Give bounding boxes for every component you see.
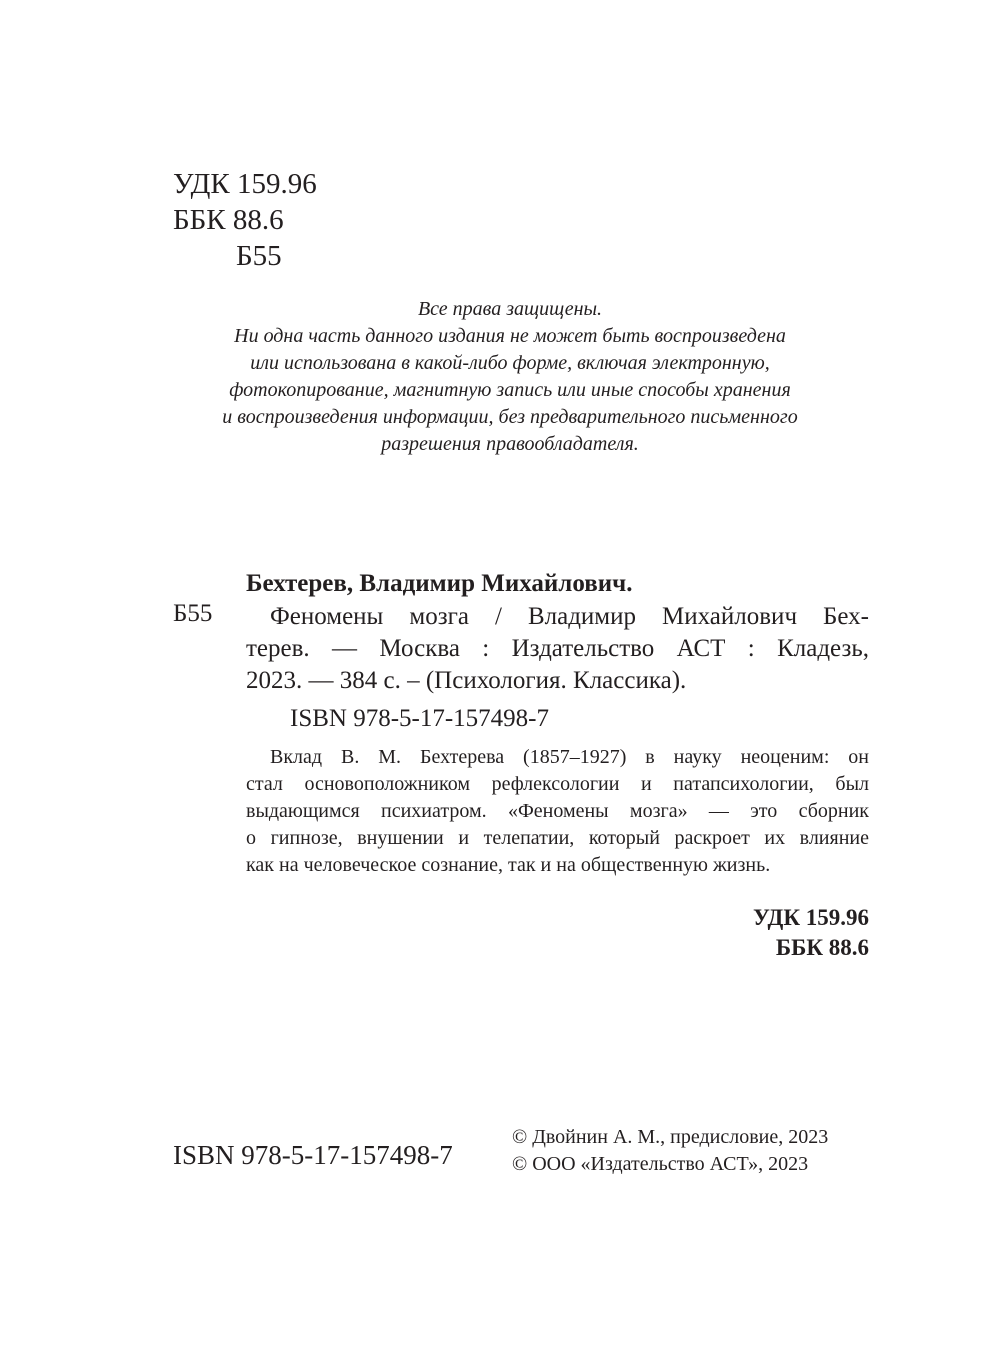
copyright-block: [512, 1124, 828, 1178]
udk-code: УДК 159.96: [173, 168, 317, 200]
classification-block-bottom: [753, 903, 869, 963]
udk-code-bottom: УДК 159.96: [752, 905, 869, 930]
annotation-line: Вклад В. М. Бехтерева (1857–1927) в науку неоценим: он: [270, 746, 869, 768]
bbk-code-bottom: ББК 88.6: [775, 935, 869, 960]
rights-line: разрешения правообладателя.: [381, 433, 639, 455]
rights-line: фотокопирование, магнитную запись или иные способы хранения: [229, 379, 791, 401]
copyright-line: © Двойнин А. М., предисловие, 2023: [512, 1126, 829, 1148]
rights-line: и воспроизведения информации, без предварительного письменного: [222, 406, 798, 428]
biblio-line: Феномены мозга / Владимир Михайлович Бех-: [270, 603, 869, 630]
rights-line: Ни одна часть данного издания не может быть воспроизведена: [234, 325, 786, 347]
biblio-line: 2023. — 384 с. – (Психология. Классика).: [246, 667, 687, 694]
bbk-code: ББК 88.6: [173, 204, 284, 236]
rights-line: или использована в какой-либо форме, включая электронную,: [250, 352, 770, 374]
rights-line: Все права защищены.: [417, 298, 603, 320]
footer-isbn: ISBN 978-5-17-157498-7: [173, 1140, 453, 1170]
annotation-line: о гипнозе, внушении и телепатии, который раскроет их влияние: [246, 827, 869, 849]
annotation-line: как на человеческое сознание, так и на общественную жизнь.: [246, 854, 771, 876]
annotation: [246, 744, 869, 879]
classification-block-top: [173, 166, 317, 274]
author-sign: Б55: [236, 240, 282, 272]
catalog-isbn: ISBN 978-5-17-157498-7: [290, 705, 550, 732]
bibliographic-description: [246, 601, 869, 697]
biblio-line: терев. — Москва : Издательство АСТ : Кладезь,: [246, 635, 869, 662]
annotation-line: стал основоположником рефлексологии и патапсихологии, был: [246, 773, 869, 795]
catalog-author-heading: Бехтерев, Владимир Михайлович.: [246, 570, 633, 597]
rights-notice: [180, 296, 840, 458]
annotation-line: выдающимся психиатром. «Феномены мозга» — это сборник: [246, 800, 869, 822]
copyright-line: © ООО «Издательство АСТ», 2023: [512, 1153, 809, 1175]
catalog-author-sign: Б55: [173, 600, 213, 627]
